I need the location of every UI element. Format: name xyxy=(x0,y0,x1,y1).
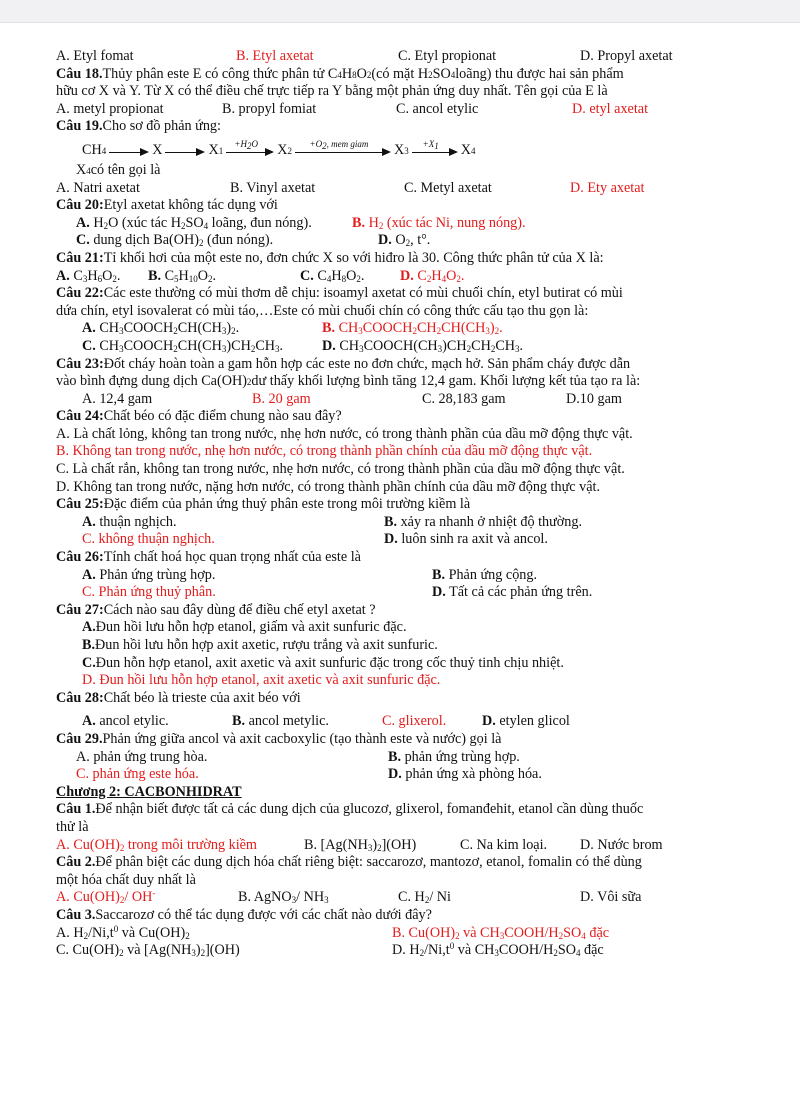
option-text: ancol metylic. xyxy=(245,713,329,730)
options-row xyxy=(56,101,756,119)
question-text: Thủy phân este E có công thức phân tử C xyxy=(102,65,338,82)
option-letter: B. xyxy=(148,267,162,284)
question-18: Câu 18. Thủy phân este E có công thức phân tử C 4 H 8 O 2 (có mặt H 2 SO 4 loãng) thu được hai sản phẩm xyxy=(56,65,624,82)
option-letter: C. xyxy=(82,337,96,354)
option-b-correct: B. 20 gam xyxy=(252,390,311,407)
option-letter: B. xyxy=(432,566,446,583)
viewer-top-bar xyxy=(0,0,800,23)
option-text: SO xyxy=(557,942,576,959)
question-label: Câu 1. xyxy=(56,801,96,818)
option-text: A. H xyxy=(56,924,84,941)
option-letter: D. xyxy=(400,267,414,284)
option-b-correct xyxy=(56,443,756,461)
option-b-correct: B. $Cu(OH)_2$ và $CH_3COOH/H_2SO_4$ đặc xyxy=(392,924,610,941)
question-20 xyxy=(56,197,756,215)
chapter2-question-1 xyxy=(56,801,756,819)
options-row xyxy=(56,713,756,731)
option-text: luôn sinh ra axit và ancol. xyxy=(397,531,548,548)
options-row xyxy=(56,889,756,907)
question-26 xyxy=(56,549,756,567)
question-label: Câu 21: xyxy=(56,249,104,266)
option-b: B. propyl fomiat xyxy=(222,100,317,117)
option-d: D. Nước brom xyxy=(580,836,663,853)
option-letter: A. xyxy=(82,619,96,636)
option-text: , t°. xyxy=(410,232,431,249)
arrow-label: +X xyxy=(422,138,435,149)
option-d-correct xyxy=(56,672,756,690)
option-text: H xyxy=(89,214,104,231)
question-text: (có mặt H xyxy=(371,65,429,82)
option-b-correct: B. Etyl axetat xyxy=(236,48,314,64)
question-text: một hóa chất duy nhất là xyxy=(56,871,196,888)
option-c: C. 28,183 gam xyxy=(422,390,506,407)
option-letter: B. xyxy=(352,214,366,231)
question-23 xyxy=(56,356,756,374)
option-text: / OH xyxy=(124,889,153,906)
reaction-arrow xyxy=(109,144,149,158)
option-text: O xyxy=(391,232,406,249)
question-text: Chất béo có đặc điểm chung nào sau đây? xyxy=(103,408,342,425)
scheme-species: X xyxy=(460,142,471,159)
question-text: có tên gọi là xyxy=(90,161,161,178)
option-b xyxy=(232,713,382,731)
option-a: A. Etyl fomat xyxy=(56,48,134,64)
question-text: dư thấy khối lượng bình tăng 12,4 gam. Khối lượng kết tủa tạo ra là: xyxy=(251,373,641,390)
option-d: D.10 gam xyxy=(566,390,622,407)
option-d-correct: D. etyl axetat xyxy=(572,100,649,117)
options-row xyxy=(56,584,756,602)
question-text: Etyl axetat không tác dụng với xyxy=(103,197,278,214)
option-text: / Ni xyxy=(429,889,451,906)
option-text: và CH xyxy=(454,942,495,959)
question-text: Phản ứng giữa ancol và axit cacboxylic (tạo thành este và nước) gọi là xyxy=(102,730,502,747)
option-d xyxy=(384,531,548,549)
question-label: Câu 28: xyxy=(56,689,104,706)
option-text: (xúc tác Ni, nung nóng). xyxy=(383,214,526,231)
options-row xyxy=(56,567,756,585)
option-c xyxy=(56,461,756,479)
options-row xyxy=(56,320,756,338)
options-row xyxy=(56,391,756,409)
option-letter: B. xyxy=(384,513,398,530)
question-label: Câu 26: xyxy=(56,549,104,566)
question-27 xyxy=(56,602,756,620)
option-text: C. Là chất rắn, không tan trong nước, nhẹ hơn nước, có trong thành phần của dầu mỡ động thực vật. xyxy=(56,461,625,478)
option-b-correct: B. $H_2$ (xúc tác Ni, nung nóng). xyxy=(352,214,526,231)
option-b xyxy=(384,514,582,532)
option-text: xảy ra nhanh ở nhiệt độ thường. xyxy=(397,513,583,530)
option-text: ) xyxy=(195,942,201,959)
option-c: C. $Cu(OH)_2$ và $[Ag(NH_3)_2](OH)$ xyxy=(56,942,240,959)
question-text: Tỉ khối hơi của một este no, đơn chức X so với hiđro là 30. Công thức phân tử của X là: xyxy=(103,249,604,266)
option-text: ](OH) xyxy=(205,942,240,959)
option-a xyxy=(82,713,232,731)
question-text: loãng) thu được hai sản phẩm xyxy=(455,65,624,82)
option-b: B. AgNO$_3$/ $NH_3$ xyxy=(238,889,329,906)
question-text: Để phân biệt các dung dịch hóa chất riêng biệt: saccarozơ, mantozơ, etanol, fomalin có thể dùng xyxy=(95,854,642,871)
question-24 xyxy=(56,408,756,426)
option-letter: A. xyxy=(76,214,90,231)
option-letter: C. xyxy=(76,232,90,249)
question-label: Câu 23: xyxy=(56,355,104,372)
option-a-correct: A. $Cu(OH)_2$ trong môi trường kiềm xyxy=(56,836,257,853)
option-d: D. $O_2$, t°. xyxy=(378,232,431,249)
question-label: Câu 2. xyxy=(56,854,96,871)
arrow-label: +H xyxy=(234,138,247,149)
option-c-correct: C. phản ứng este hóa. xyxy=(76,766,199,783)
question-text: SO xyxy=(432,65,451,82)
option-letter: D. xyxy=(482,713,496,730)
option-letter: D. xyxy=(322,337,336,354)
option-text: ancol etylic. xyxy=(95,713,169,730)
question-23-line2: vào bình đựng dung dịch Ca(OH) 2 dư thấy khối lượng bình tăng 12,4 gam. Khối lượng kết tủa tạo ra là: xyxy=(56,373,641,390)
question-text: hữu cơ X và Y. Từ X có thể điều chế trực tiếp ra Y bằng một phản ứng duy nhất. Tên gọi của E là xyxy=(56,83,608,100)
question-text: Đốt cháy hoàn toàn a gam hỗn hợp các este no đơn chức, mạch hở. Sản phẩm cháy được dẫn xyxy=(103,355,631,372)
question-22 xyxy=(56,285,756,303)
option-text: /Ni,t xyxy=(424,942,450,959)
option-letter: A. xyxy=(82,320,96,337)
options-row xyxy=(56,232,756,250)
reaction-arrow: $+H_2O$ xyxy=(226,144,274,158)
scheme-species: X xyxy=(208,142,219,159)
option-text: Đun hồi lưu hỗn hợp axit axetic, rượu trắng và axit sunfuric. xyxy=(95,637,438,653)
option-text: 0 xyxy=(113,923,119,934)
options-row xyxy=(56,749,756,767)
option-d xyxy=(388,766,542,784)
option-letter: A. xyxy=(82,513,96,530)
option-a: A. phản ứng trung hòa. xyxy=(76,748,208,765)
question-text: X xyxy=(76,161,87,178)
option-text: B. [Ag(NH xyxy=(304,836,368,853)
option-text: Phản ứng cộng. xyxy=(445,566,538,583)
option-text: COOH/H xyxy=(498,942,554,959)
option-a: A. $H_2O$ (xúc tác $H_2SO_4$ loãng, đun nóng). xyxy=(76,214,312,231)
option-d xyxy=(482,713,570,731)
question-label: Câu 25: xyxy=(56,496,104,513)
option-text: Phản ứng trùng hợp. xyxy=(95,566,216,583)
question-text: Cho sơ đồ phản ứng: xyxy=(102,118,221,135)
options-row xyxy=(56,925,756,943)
options-row xyxy=(56,531,756,549)
question-text: vào bình đựng dung dịch Ca(OH) xyxy=(56,373,247,390)
option-c: C. Etyl propionat xyxy=(398,48,497,64)
chapter2-question-2-line2 xyxy=(56,872,756,890)
option-text: D. H xyxy=(392,942,420,959)
option-text: O (xúc tác H xyxy=(108,214,181,231)
option-b: B. $C_5H_{10}O_2$. xyxy=(148,267,217,284)
option-letter: A. xyxy=(82,713,96,730)
option-c xyxy=(56,655,756,673)
option-letter: A. xyxy=(56,267,70,284)
question-label: Câu 22: xyxy=(56,285,104,302)
option-a: A. 12,4 gam xyxy=(82,390,153,407)
option-c-correct: C. Phản ứng thuỷ phân. xyxy=(82,584,216,601)
option-c: C. Metyl axetat xyxy=(404,179,492,196)
option-a xyxy=(56,426,756,444)
question-28 xyxy=(56,690,756,708)
option-text: phản ứng xà phòng hóa. xyxy=(401,766,542,783)
option-a xyxy=(56,619,756,637)
option-a-correct: A. $Cu(OH)_2/$ OH- xyxy=(56,888,156,906)
option-text: A. Cu(OH) xyxy=(56,836,120,853)
options-row xyxy=(56,514,756,532)
option-c-correct: C. glixerol. xyxy=(382,713,447,730)
question-text: Các este thường có mùi thơm dễ chịu: isoamyl axetat có mùi chuối chín, etyl butirat có mùi xyxy=(103,285,623,302)
option-text: C. Cu(OH) xyxy=(56,942,120,959)
option-text: D. Đun hồi lưu hỗn hợp etanol, axit axetic và axit sunfuric đặc. xyxy=(82,672,441,689)
question-25 xyxy=(56,496,756,514)
option-a xyxy=(82,514,384,532)
option-text: và Cu(OH) xyxy=(118,924,186,941)
option-text: 0 xyxy=(449,941,455,952)
option-text: (đun nóng). xyxy=(203,232,274,249)
options-row xyxy=(56,942,756,960)
question-label: Câu 24: xyxy=(56,408,104,425)
option-letter: B. xyxy=(322,320,336,337)
option-text: thuận nghịch. xyxy=(95,513,177,530)
option-a: A. $CH_3COOCH_2CH(CH_3)_2$. xyxy=(82,320,240,337)
option-b: B. $[Ag(NH_3)_2](OH)$ xyxy=(304,836,417,853)
option-text: B. Cu(OH) xyxy=(392,924,456,941)
question-29 xyxy=(56,731,756,749)
option-letter: B. xyxy=(232,713,246,730)
option-c: C. $H_2/$ Ni xyxy=(398,889,451,906)
chapter2-question-3 xyxy=(56,907,756,925)
option-text: A. Là chất lỏng, không tan trong nước, nhẹ hơn nước, có trong thành phần của dầu mỡ động thực vật. xyxy=(56,425,633,442)
option-text: đặc xyxy=(580,942,604,959)
option-text: ) xyxy=(372,836,378,853)
question-22-line2 xyxy=(56,303,756,321)
option-text: / NH xyxy=(296,889,325,906)
option-a: A. $C_3H_6O_2$. xyxy=(56,267,121,284)
question-text: O xyxy=(356,65,367,82)
options-row xyxy=(56,837,756,855)
reaction-arrow xyxy=(165,144,205,158)
reaction-scheme: CH 4 X X 1 $+H_2O$ X 2 $+O_2$, mem giam X 3 $+X_1$ X 4 xyxy=(82,138,476,159)
option-text: Đun hồi lưu hỗn hợp etanol, giấm và axit sunfuric đặc. xyxy=(95,619,407,636)
option-text: và CH xyxy=(459,924,500,941)
options-row xyxy=(56,215,756,233)
question-label: Câu 20: xyxy=(56,197,104,214)
question-18-line2 xyxy=(56,83,756,101)
option-c: C. $CH_3COOCH_2CH(CH_3)CH_2CH_3$. xyxy=(82,337,284,354)
option-letter: C. xyxy=(82,654,96,671)
option-text: D. Không tan trong nước, nặng hơn nước, có trong thành phần chính của dầu mỡ động thực vật. xyxy=(56,478,601,495)
option-b xyxy=(388,749,520,767)
option-letter: D. xyxy=(384,531,398,548)
option-letter: B. xyxy=(82,637,96,653)
option-text: phản ứng trùng hợp. xyxy=(401,748,520,765)
option-letter: D. xyxy=(378,232,392,249)
option-d-correct: D. $C_2H_4O_2$. xyxy=(400,267,465,284)
option-text: SO xyxy=(185,214,204,231)
option-a xyxy=(82,567,432,585)
option-text: Tất cả các phản ứng trên. xyxy=(445,584,593,601)
question-label: Câu 3. xyxy=(56,906,96,923)
option-c-correct: C. không thuận nghịch. xyxy=(82,531,215,548)
question-19 xyxy=(56,118,756,136)
options-row xyxy=(56,766,756,784)
option-d: D. $CH_3COOCH(CH_3)CH_2CH_2CH_3$. xyxy=(322,337,524,354)
question-text: Tính chất hoá học quan trọng nhất của este là xyxy=(103,549,361,566)
option-text: /Ni,t xyxy=(88,924,114,941)
option-text: Đun hỗn hợp etanol, axit axetic và axit sunfuric đặc trong cốc thuỷ tinh chịu nhiệt. xyxy=(95,654,564,671)
arrow-label: , mem giam xyxy=(326,138,369,149)
option-text: loãng, đun nóng). xyxy=(208,214,312,231)
option-text: H xyxy=(365,214,379,231)
option-a: A. $H_2/Ni,t^0$ và $Cu(OH)_2$ xyxy=(56,923,190,941)
question-text: Saccarozơ có thể tác dụng được với các chất nào dưới đây? xyxy=(95,906,432,923)
option-text: SO xyxy=(563,924,582,941)
document-page xyxy=(56,48,756,960)
option-letter: D. xyxy=(388,766,402,783)
chapter2-question-2 xyxy=(56,854,756,872)
scheme-species: CH xyxy=(82,142,102,159)
question-text: dứa chín, etyl isovalerat có mùi táo,…Este có mùi chuối chín có công thức cấu tạo thu gọn là: xyxy=(56,302,589,319)
reaction-arrow: $+X_1$ xyxy=(412,144,458,158)
question-21 xyxy=(56,250,756,268)
question-text: thử là xyxy=(56,818,89,835)
question-label: Câu 18. xyxy=(56,65,103,82)
option-text: B. Không tan trong nước, nhẹ hơn nước, có trong thành phần chính của dầu mỡ động thực vật. xyxy=(56,443,593,460)
question-label: Câu 19. xyxy=(56,118,103,135)
option-text: đặc xyxy=(585,924,610,941)
option-text: ](OH) xyxy=(381,836,417,853)
scheme-species: X xyxy=(277,142,288,159)
option-c: C. ancol etylic xyxy=(396,100,479,117)
question-label: Câu 27: xyxy=(56,601,104,618)
option-letter: B. xyxy=(388,748,402,765)
scheme-species: X xyxy=(152,142,163,159)
option-b-correct: B. $CH_3COOCH_2CH_2CH(CH_3)_2$. xyxy=(322,320,503,337)
option-a: A. Natri axetat xyxy=(56,179,140,196)
option-d xyxy=(432,584,592,602)
option-d: D. Vôi sữa xyxy=(580,889,642,906)
option-d-correct: D. Ety axetat xyxy=(570,179,645,196)
options-row xyxy=(56,48,756,66)
question-text: Chất béo là trieste của axit béo với xyxy=(103,689,301,706)
option-text: dung dịch Ba(OH) xyxy=(89,232,199,249)
question-text: Đặc điểm của phản ứng thuỷ phân este trong môi trường kiềm là xyxy=(103,496,471,513)
option-text: A. Cu(OH) xyxy=(56,889,120,906)
options-row xyxy=(56,338,756,356)
option-c: C. dung dịch $Ba(OH)_2$ (đun nóng). xyxy=(76,232,274,249)
chapter2-question-1-line2 xyxy=(56,819,756,837)
scheme-species: X xyxy=(393,142,405,159)
question-label: Câu 29. xyxy=(56,730,103,747)
arrow-label: +O xyxy=(309,138,323,149)
option-d xyxy=(56,479,756,497)
question-text: Để nhận biết được tất cả các dung dịch của glucozơ, glixerol, fomanđehit, etanol cần dùng thuốc xyxy=(95,801,644,818)
question-text: H xyxy=(341,65,353,82)
option-letter: D. xyxy=(432,584,446,601)
option-b: B. Vinyl axetat xyxy=(230,179,316,196)
option-d: D. Propyl axetat xyxy=(580,48,673,64)
options-row xyxy=(56,180,756,198)
option-text: - xyxy=(152,888,156,899)
option-text: COOH/H xyxy=(504,924,559,941)
option-b xyxy=(56,637,756,655)
option-c: C. Na kim loại. xyxy=(460,836,548,853)
question-text: Cách nào sau đây dùng để điều chế etyl axetat ? xyxy=(103,601,376,618)
option-text: và [Ag(NH xyxy=(123,942,192,959)
option-d: D. $H_2/Ni,t^0$ và $CH_3COOH/H_2SO_4$ đặc xyxy=(392,941,604,959)
options-row xyxy=(56,268,756,286)
reaction-arrow: $+O_2$, mem giam xyxy=(295,144,391,158)
question-19-line3: X 4 có tên gọi là xyxy=(76,161,161,178)
option-a: A. metyl propionat xyxy=(56,100,164,117)
option-text: trong môi trường kiềm xyxy=(124,836,257,853)
option-b xyxy=(432,567,537,585)
option-c: C. $C_4H_8O_2$. xyxy=(300,267,365,284)
option-letter: A. xyxy=(82,566,96,583)
option-text: B. AgNO xyxy=(238,889,292,906)
option-text: etylen glicol xyxy=(495,713,570,730)
option-text: C. H xyxy=(398,889,425,906)
option-letter: C. xyxy=(300,267,314,284)
chapter-heading: Chương 2: CACBONHIDRAT xyxy=(56,783,242,800)
